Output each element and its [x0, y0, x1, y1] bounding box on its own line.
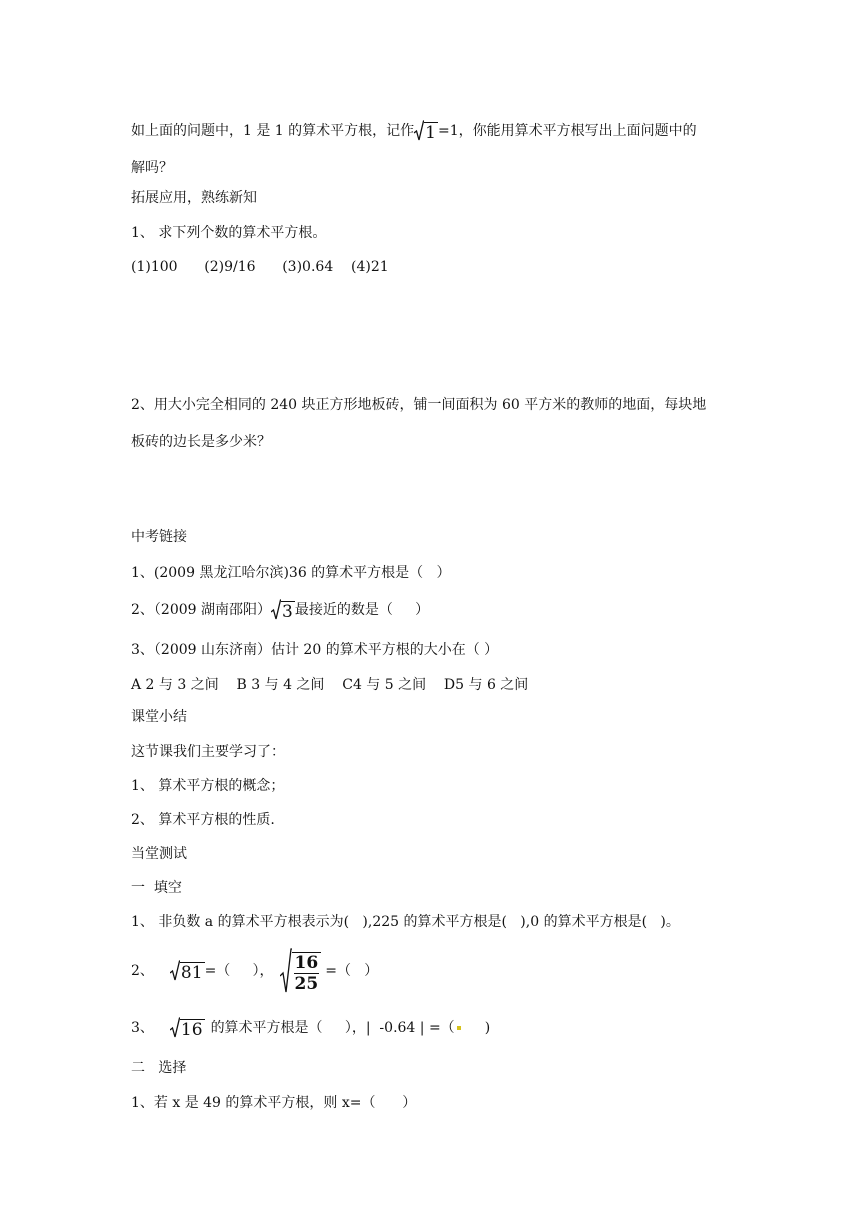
sqrt-1-expression: [414, 120, 438, 142]
fill-title: 一 填空: [131, 880, 182, 896]
summary-item-1: 1、 算术平方根的概念；: [131, 778, 285, 794]
sqrt-fraction-expression: [280, 948, 322, 994]
question-1-title: 1、 求下列个数的算术平方根。: [131, 225, 327, 241]
exam-question-2: [131, 599, 429, 621]
radical-sign-icon: [170, 960, 180, 982]
radicand: 16: [180, 1020, 203, 1040]
exam-question-2-suffix: 最接近的数是（ ）: [294, 602, 430, 618]
intro-text-2: =1，你能用算术平方根写出上面问题中的: [438, 123, 697, 139]
fill-question-3-prefix: 3、: [131, 1020, 154, 1036]
intro-line-1: [131, 120, 697, 142]
fill-question-3-middle: 的算术平方根是（ ），| -0.64 | =（: [210, 1020, 455, 1036]
radicand: 3: [282, 602, 293, 622]
question-1-items: (1)100 (2)9/16 (3)0.64 (4)21: [131, 259, 389, 275]
fill-question-2: [131, 948, 378, 994]
section-title-extension: 拓展应用，熟练新知: [131, 190, 257, 206]
section-title-exam: 中考链接: [131, 529, 187, 545]
intro-text-1: 如上面的问题中，1 是 1 的算术平方根，记作: [131, 123, 415, 139]
radical-sign-icon: [170, 1017, 180, 1039]
sqrt-16-expression: [170, 1017, 205, 1039]
highlight-mark: [457, 1026, 461, 1030]
choice-question-1: 1、若 x 是 49 的算术平方根，则 x=（ ）: [131, 1095, 417, 1111]
summary-item-2: 2、 算术平方根的性质.: [131, 812, 275, 828]
exam-question-1: 1、(2009 黑龙江哈尔滨)36 的算术平方根是（ ）: [131, 565, 451, 581]
fill-question-3: [131, 1017, 490, 1039]
fill-question-2-middle: =（ ），: [204, 963, 274, 979]
exam-question-2-prefix: 2、（2009 湖南邵阳）: [131, 602, 271, 618]
exam-question-3: 3、（2009 山东济南）估计 20 的算术平方根的大小在（ ）: [131, 642, 499, 658]
question-2-line-1: 2、用大小完全相同的 240 块正方形地板砖，铺一间面积为 60 平方米的教师的地面，每块地: [131, 397, 707, 413]
radicand: 1: [425, 123, 436, 143]
radical-sign-icon: [414, 120, 424, 142]
section-title-test: 当堂测试: [131, 846, 187, 862]
summary-intro: 这节课我们主要学习了：: [131, 744, 285, 760]
section-title-summary: 课堂小结: [131, 709, 187, 725]
sqrt-81-expression: [170, 960, 205, 982]
fraction-denominator: 25: [294, 974, 319, 994]
radical-sign-icon: [271, 599, 281, 621]
sqrt-3-expression: [271, 599, 295, 621]
radicand: 81: [180, 963, 203, 983]
question-2-line-2: 板砖的边长是多少米？: [131, 434, 271, 450]
exam-question-3-options: A 2 与 3 之间 B 3 与 4 之间 C4 与 5 之间 D5 与 6 之间: [131, 677, 529, 693]
fill-question-2-prefix: 2、: [131, 963, 154, 979]
intro-line-2: 解吗？: [131, 160, 173, 176]
choice-title: 二 选择: [131, 1060, 187, 1076]
radical-sign-icon: [280, 948, 292, 994]
fill-question-2-suffix: =（ ）: [325, 963, 379, 979]
fraction-numerator: 16: [294, 953, 319, 973]
fill-question-1: 1、 非负数 a 的算术平方根表示为( ),225 的算术平方根是( ),0 的算术平方根是( )。: [131, 914, 680, 930]
fill-question-3-suffix: ): [484, 1020, 491, 1036]
fraction-16-over-25: [292, 952, 322, 994]
